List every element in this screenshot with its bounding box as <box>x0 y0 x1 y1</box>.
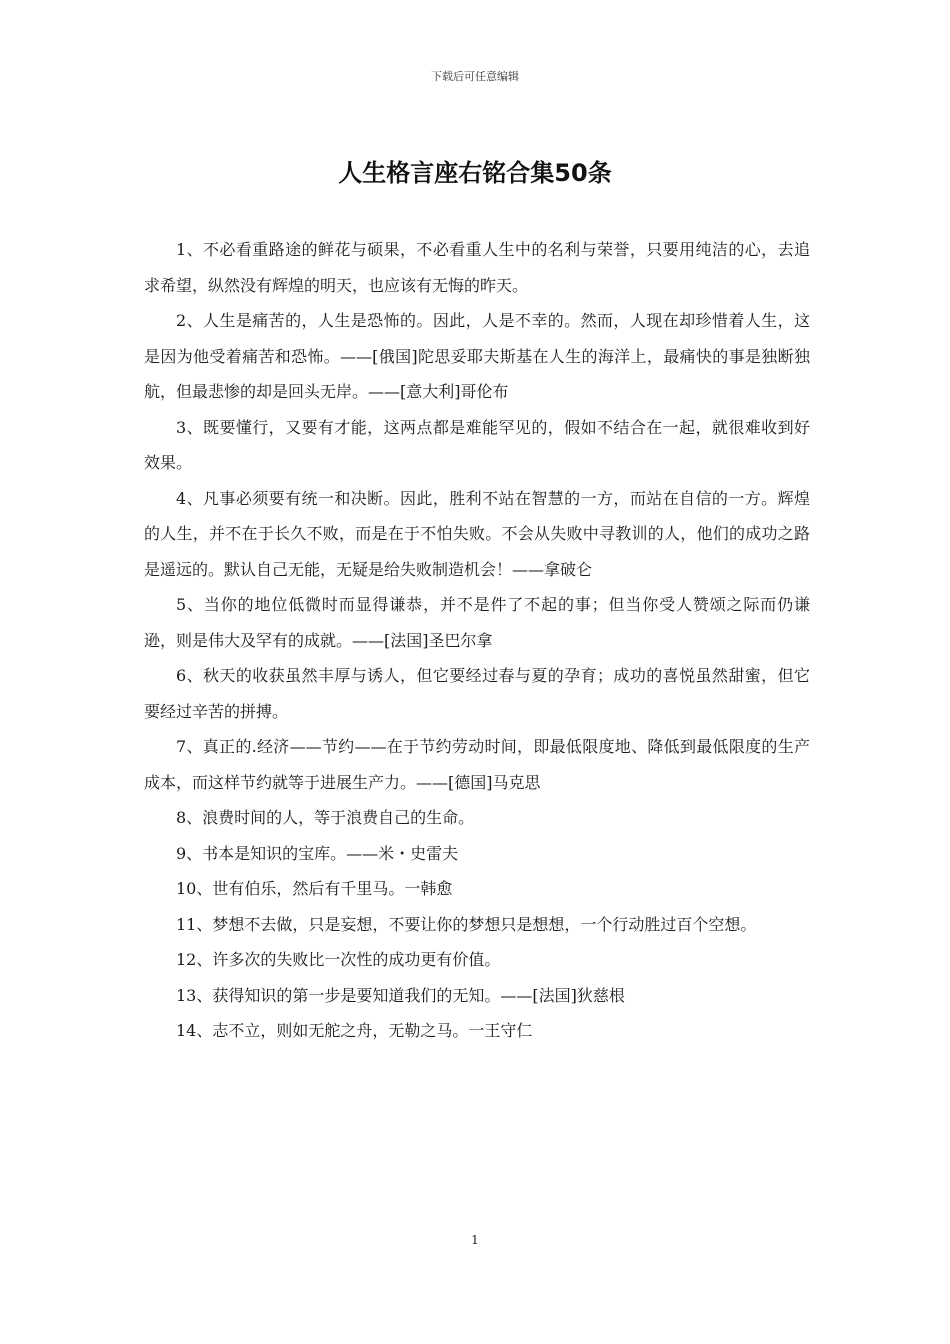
quote-item-7: 7、真正的.经济——节约——在于节约劳动时间，即最低限度地、降低到最低限度的生产成本，而这样节约就等于进展生产力。——[德国]马克思 <box>144 737 810 792</box>
quote-item-13: 13、获得知识的第一步是要知道我们的无知。——[法国]狄慈根 <box>176 985 625 1005</box>
quote-list <box>144 232 810 1049</box>
page-number: 1 <box>471 1233 479 1247</box>
quote-item-11: 11、梦想不去做，只是妄想，不要让你的梦想只是想想，一个行动胜过百个空想。 <box>176 914 757 934</box>
quote-item-8: 8、浪费时间的人，等于浪费自己的生命。 <box>176 808 475 827</box>
quote-item-2: 2、人生是痛苦的，人生是恐怖的。因此，人是不幸的。然而，人现在却珍惜着人生，这是因为他受着痛苦和恐怖。——[俄国]陀思妥耶夫斯基在人生的海洋上，最痛快的事是独断独航，但最悲惨的却是回头无岸。——[意大利]哥伦布 <box>144 311 810 401</box>
quote-item-14: 14、志不立，则如无舵之舟，无勒之马。一王守仁 <box>176 1021 533 1040</box>
quote-item-9: 9、书本是知识的宝库。——米・史雷夫 <box>176 843 459 863</box>
document-title: 人生格言座右铭合集50条 <box>338 159 612 187</box>
quote-item-10: 10、世有伯乐，然后有千里马。一韩愈 <box>176 879 453 898</box>
quote-item-4: 4、凡事必须要有统一和决断。因此，胜利不站在智慧的一方，而站在自信的一方。辉煌的人生，并不在于长久不败，而是在于不怕失败。不会从失败中寻教训的人，他们的成功之路是遥远的。默认自己无能，无疑是给失败制造机会！——拿破仑 <box>144 488 810 579</box>
quote-item-6: 6、秋天的收获虽然丰厚与诱人，但它要经过春与夏的孕育；成功的喜悦虽然甜蜜，但它要经过辛苦的拼搏。 <box>144 666 810 721</box>
quote-item-12: 12、许多次的失败比一次性的成功更有价值。 <box>176 950 501 969</box>
header-note: 下载后可任意编辑 <box>431 70 519 83</box>
quote-item-3: 3、既要懂行，又要有才能，这两点都是难能罕见的，假如不结合在一起，就很难收到好效果。 <box>144 417 810 472</box>
quote-item-1: 1、不必看重路途的鲜花与硕果，不必看重人生中的名利与荣誉，只要用纯洁的心，去追求希望，纵然没有辉煌的明天，也应该有无悔的昨天。 <box>144 240 810 295</box>
quote-item-5: 5、当你的地位低微时而显得谦恭，并不是件了不起的事；但当你受人赞颂之际而仍谦逊，则是伟大及罕有的成就。——[法国]圣巴尔拿 <box>144 595 810 650</box>
